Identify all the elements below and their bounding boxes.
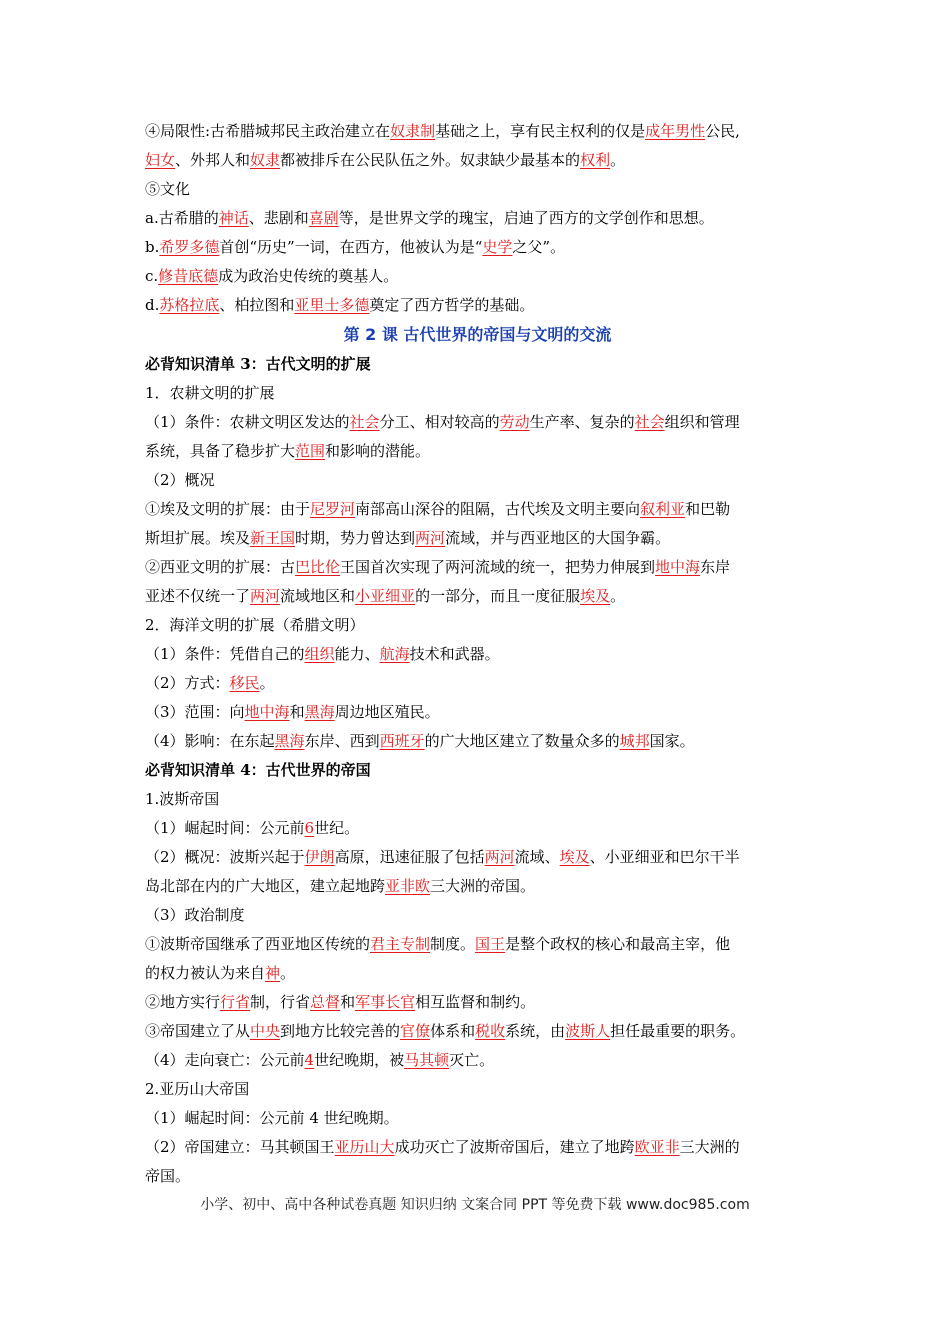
text-line	[145, 524, 810, 553]
answer-keyword: 两河	[250, 587, 281, 605]
text-segment: （2）概况：波斯兴起于	[145, 848, 305, 866]
answer-keyword: 范围	[295, 442, 326, 460]
text-line	[145, 582, 810, 611]
text-segment: 斯坦扩展。埃及	[145, 529, 251, 547]
text-line	[145, 291, 810, 320]
text-segment: 三大洲的	[679, 1138, 740, 1156]
footer-text: 小学、初中、高中各种试卷真题 知识归纳 文案合同 PPT 等免费下载 www.doc985.com	[200, 1197, 750, 1213]
section-heading	[145, 350, 810, 379]
text-segment: （1）条件：农耕文明区发达的	[145, 413, 350, 431]
answer-keyword: 官僚	[400, 1022, 431, 1040]
text-segment: 和巴勒	[685, 500, 731, 518]
text-line	[145, 408, 810, 437]
text-line	[145, 640, 810, 669]
text-line	[145, 553, 810, 582]
answer-keyword: 亚历山大	[334, 1138, 395, 1156]
text-segment: 世纪晚期，被	[314, 1051, 405, 1069]
text-segment: 、小亚细亚和巴尔干半	[589, 848, 740, 866]
answer-keyword: 神话	[218, 209, 249, 227]
text-segment: 周边地区殖民。	[334, 703, 440, 721]
answer-keyword: 史学	[482, 238, 513, 256]
answer-keyword: 奴隶制	[390, 122, 436, 140]
text-segment: 灭亡。	[449, 1051, 495, 1069]
answer-keyword: 税收	[475, 1022, 506, 1040]
answer-keyword: 小亚细亚	[355, 587, 416, 605]
text-segment: a.古希腊的	[145, 209, 219, 227]
text-segment: 必背知识清单 4：古代世界的帝国	[145, 761, 371, 779]
text-segment: 东岸、西到	[304, 732, 380, 750]
text-line	[145, 988, 810, 1017]
text-segment: 到地方比较完善的	[280, 1022, 401, 1040]
answer-keyword: 希罗多德	[159, 238, 220, 256]
text-segment: 组织和管理	[664, 413, 740, 431]
text-segment: 必背知识清单 3：古代文明的扩展	[145, 355, 371, 373]
text-line	[145, 146, 810, 175]
text-segment: 、外邦人和	[175, 151, 251, 169]
answer-keyword: 波斯人	[565, 1022, 611, 1040]
text-segment: 。	[280, 964, 296, 982]
answer-keyword: 两河	[484, 848, 515, 866]
text-segment: 和	[340, 993, 356, 1011]
text-line	[145, 872, 810, 901]
text-segment: 担任最重要的职务。	[610, 1022, 746, 1040]
text-segment: c.	[145, 267, 159, 285]
lesson-title	[145, 320, 810, 350]
answer-keyword: 叙利亚	[640, 500, 686, 518]
text-segment: 。	[259, 674, 275, 692]
text-segment: 国家。	[649, 732, 695, 750]
text-segment: 公民,	[705, 122, 740, 140]
text-segment: 首创“历史”一词，在西方，他被认为是“	[219, 238, 483, 256]
answer-keyword: 苏格拉底	[159, 296, 220, 314]
text-segment: ②西亚文明的扩展：古	[145, 558, 296, 576]
text-line	[145, 495, 810, 524]
text-segment: （2）帝国建立：马其顿国王	[145, 1138, 335, 1156]
text-line	[145, 843, 810, 872]
text-segment: （1）崛起时间：公元前 4 世纪晚期。	[145, 1109, 399, 1127]
answer-keyword: 君主专制	[370, 935, 431, 953]
text-segment: 和	[289, 703, 305, 721]
text-segment: 体系和	[430, 1022, 476, 1040]
text-segment: （2）方式：	[145, 674, 230, 692]
answer-keyword: 奴隶	[250, 151, 281, 169]
text-segment: （4）影响：在东起	[145, 732, 275, 750]
answer-keyword: 两河	[415, 529, 446, 547]
document-body	[145, 117, 810, 1191]
text-line	[145, 785, 810, 814]
text-segment: ③帝国建立了从	[145, 1022, 251, 1040]
answer-keyword: 军事长官	[355, 993, 416, 1011]
text-segment: 世纪。	[314, 819, 360, 837]
text-line	[145, 1017, 810, 1046]
text-segment: 系统，具备了稳步扩大	[145, 442, 296, 460]
text-segment: 生产率、复杂的	[529, 413, 635, 431]
text-line	[145, 669, 810, 698]
text-line	[145, 611, 810, 640]
answer-keyword: 城邦	[619, 732, 650, 750]
text-segment: （2）概况	[145, 471, 215, 489]
text-line	[145, 175, 810, 204]
answer-keyword: 埃及	[559, 848, 590, 866]
text-segment: 相互监督和制约。	[415, 993, 536, 1011]
text-segment: 帝国。	[145, 1167, 191, 1185]
text-segment: 1.波斯帝国	[145, 790, 220, 808]
text-segment: 亚述不仅统一了	[145, 587, 251, 605]
text-segment: d.	[145, 296, 160, 314]
text-line	[145, 262, 810, 291]
text-line	[145, 698, 810, 727]
text-segment: 、悲剧和	[248, 209, 309, 227]
text-segment: 南部高山深谷的阻隔，古代埃及文明主要向	[355, 500, 641, 518]
answer-keyword: 埃及	[580, 587, 611, 605]
text-line	[145, 466, 810, 495]
text-segment: ②地方实行	[145, 993, 221, 1011]
answer-keyword: 马其顿	[404, 1051, 450, 1069]
text-line	[145, 1046, 810, 1075]
text-segment: 第 2 课 古代世界的帝国与文明的交流	[343, 325, 612, 344]
answer-keyword: 航海	[379, 645, 410, 663]
text-line	[145, 1104, 810, 1133]
text-line	[145, 814, 810, 843]
text-segment: 分工、相对较高的	[379, 413, 500, 431]
text-segment: 技术和武器。	[409, 645, 500, 663]
text-segment: 高原，迅速征服了包括	[334, 848, 485, 866]
text-line	[145, 727, 810, 756]
text-segment: ①波斯帝国继承了西亚地区传统的	[145, 935, 371, 953]
text-segment: 成为政治史传统的奠基人。	[218, 267, 399, 285]
text-line	[145, 437, 810, 466]
answer-keyword: 4	[304, 1051, 315, 1069]
text-segment: 、柏拉图和	[219, 296, 295, 314]
answer-keyword: 尼罗河	[310, 500, 356, 518]
text-line	[145, 379, 810, 408]
text-segment: 系统，由	[505, 1022, 566, 1040]
text-line	[145, 930, 810, 959]
answer-keyword: 劳动	[499, 413, 530, 431]
text-segment: 流域地区和	[280, 587, 356, 605]
answer-keyword: 神	[265, 964, 281, 982]
answer-keyword: 国王	[475, 935, 506, 953]
answer-keyword: 欧亚非	[634, 1138, 680, 1156]
text-segment: （1）崛起时间：公元前	[145, 819, 305, 837]
text-segment: 王国首次实现了两河流域的统一，把势力伸展到	[340, 558, 656, 576]
text-segment: 能力、	[334, 645, 380, 663]
text-line	[145, 1075, 810, 1104]
answer-keyword: 权利	[580, 151, 611, 169]
text-segment: 和影响的潜能。	[325, 442, 431, 460]
text-segment: 基础之上，享有民主权利的仅是	[435, 122, 646, 140]
text-segment: ①埃及文明的扩展：由于	[145, 500, 311, 518]
text-line	[145, 204, 810, 233]
answer-keyword: 黑海	[274, 732, 305, 750]
text-line	[145, 1133, 810, 1162]
text-segment: 。	[610, 587, 626, 605]
text-segment: 等，是世界文学的瑰宝，启迪了西方的文学创作和思想。	[338, 209, 714, 227]
text-segment: 2.亚历山大帝国	[145, 1080, 250, 1098]
answer-keyword: 行省	[220, 993, 251, 1011]
text-segment: 成功灭亡了波斯帝国后，建立了地跨	[394, 1138, 635, 1156]
text-segment: 三大洲的帝国。	[430, 877, 536, 895]
text-segment: （3）政治制度	[145, 906, 245, 924]
text-line	[145, 901, 810, 930]
answer-keyword: 成年男性	[645, 122, 706, 140]
answer-keyword: 亚非欧	[385, 877, 431, 895]
text-line	[145, 117, 810, 146]
answer-keyword: 社会	[634, 413, 665, 431]
text-segment: b.	[145, 238, 160, 256]
answer-keyword: 组织	[304, 645, 335, 663]
text-segment: （1）条件：凭借自己的	[145, 645, 305, 663]
text-segment: 奠定了西方哲学的基础。	[369, 296, 535, 314]
answer-keyword: 黑海	[304, 703, 335, 721]
answer-keyword: 喜剧	[308, 209, 339, 227]
section-heading	[145, 756, 810, 785]
text-segment: 岛北部在内的广大地区，建立起地跨	[145, 877, 386, 895]
text-segment: 的广大地区建立了数量众多的	[424, 732, 620, 750]
answer-keyword: 地中海	[655, 558, 701, 576]
text-segment: 2．海洋文明的扩展（希腊文明）	[145, 616, 365, 634]
answer-keyword: 亚里士多德	[294, 296, 370, 314]
text-segment: 是整个政权的核心和最高主宰，他	[505, 935, 731, 953]
text-segment: 流域、	[514, 848, 560, 866]
answer-keyword: 社会	[349, 413, 380, 431]
text-segment: 的一部分，而且一度征服	[415, 587, 581, 605]
text-line	[145, 1162, 810, 1191]
answer-keyword: 妇女	[145, 151, 176, 169]
text-segment: 东岸	[700, 558, 731, 576]
text-segment: 都被排斥在公民队伍之外。奴隶缺少最基本的	[280, 151, 581, 169]
answer-keyword: 总督	[310, 993, 341, 1011]
text-segment: 的权力被认为来自	[145, 964, 266, 982]
text-segment: 1．农耕文明的扩展	[145, 384, 275, 402]
text-segment: 制度。	[430, 935, 476, 953]
text-segment: 流域，并与西亚地区的大国争霸。	[445, 529, 671, 547]
answer-keyword: 中央	[250, 1022, 281, 1040]
answer-keyword: 6	[304, 819, 315, 837]
text-segment: 时期，势力曾达到	[295, 529, 416, 547]
text-segment: 。	[610, 151, 626, 169]
answer-keyword: 巴比伦	[295, 558, 341, 576]
text-segment: （3）范围：向	[145, 703, 245, 721]
text-segment: ④局限性:古希腊城邦民主政治建立在	[145, 122, 391, 140]
answer-keyword: 西班牙	[379, 732, 425, 750]
answer-keyword: 移民	[229, 674, 260, 692]
text-line	[145, 959, 810, 988]
text-line	[145, 233, 810, 262]
text-segment: 之父”。	[512, 238, 566, 256]
answer-keyword: 伊朗	[304, 848, 335, 866]
answer-keyword: 新王国	[250, 529, 296, 547]
answer-keyword: 地中海	[244, 703, 290, 721]
answer-keyword: 修昔底德	[158, 267, 219, 285]
text-segment: 制，行省	[250, 993, 311, 1011]
text-segment: ⑤文化	[145, 180, 191, 198]
text-segment: （4）走向衰亡：公元前	[145, 1051, 305, 1069]
